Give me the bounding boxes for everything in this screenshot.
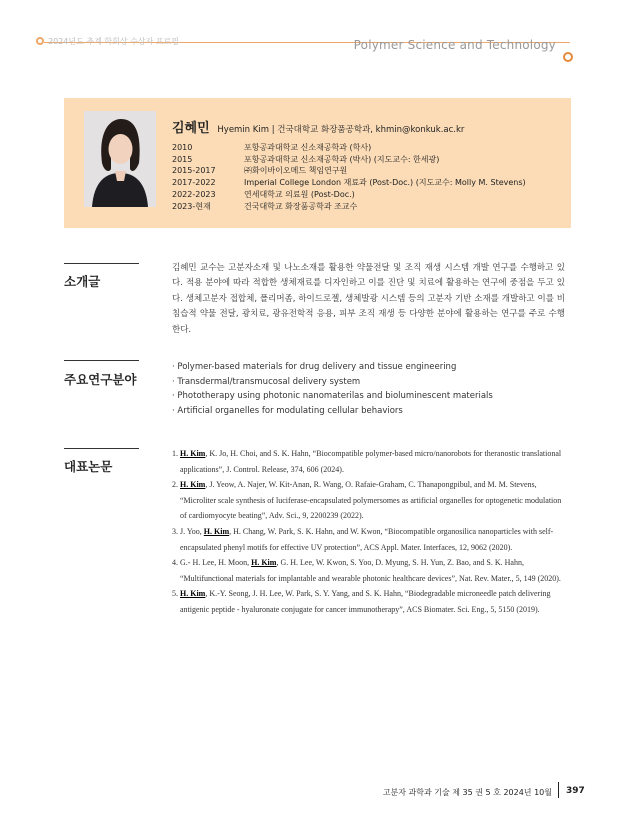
- profile-affiliation: Hyemin Kim | 건국대학교 화장품공학과, khmin@konkuk.ac.kr: [217, 125, 465, 135]
- paper-citation-rest: , K. Jo, H. Choi, and S. K. Hahn, “Biocompatible polymer-based micro/nanorobots for theranostic translational applications”, J. Control. Release, 374, 606 (2024).: [180, 449, 562, 474]
- profile-photo: [84, 111, 156, 207]
- interest-item: · Transdermal/transmucosal delivery system: [172, 376, 361, 387]
- paper-citation-rest: , K.-Y. Seong, J. H. Lee, W. Park, S. Y. Yang, and S. K. Hahn, “Biodegradable microneedle patch delivering antigenic peptide - hyaluronate conjugate for cancer immunotherapy”, ACS Biomater. Sci. Eng., 5, 5150 (2019).: [180, 589, 551, 614]
- journal-title: Polymer Science and Technology: [353, 38, 556, 52]
- career-text: 포항공과대학교 신소재공학과 (박사) (지도교수: 한세광): [244, 154, 440, 164]
- section-title-papers: 대표논문: [64, 459, 113, 474]
- paper-citation-rest: , G. H. Lee, W. Kwon, S. Yoo, D. Myung, S. H. Yun, Z. Bao, and S. K. Hahn, “Multifunctional materials for implantable and wearable photonic healthcare devices”, Nat. Rev. Mater., 5, 149 (2020).: [180, 558, 561, 583]
- career-row: [172, 154, 526, 166]
- section-rule-papers: [64, 448, 139, 449]
- paper-item: [172, 446, 565, 477]
- header-dot-right: [563, 52, 573, 62]
- paper-citation-rest: , H. Chang, W. Park, S. K. Hahn, and W. Kwon, “Biocompatible organosilica nanoparticles with self-encapsulated phenyl motifs for effective UV protection”, ACS Appl. Mater. Interfaces, 12, 9062 (2020).: [180, 526, 554, 552]
- papers-list: [172, 446, 565, 618]
- paper-coauthors-before: J. Yoo,: [180, 526, 204, 536]
- career-year: 2015: [172, 154, 193, 164]
- career-text: ㈜화이바이오메드 책임연구원: [244, 166, 348, 176]
- career-row: [172, 177, 526, 189]
- paper-number: 1.: [172, 449, 178, 458]
- paper-number: 2.: [172, 480, 178, 490]
- career-text: 연세대학교 의료원 (Post-Doc.): [244, 189, 355, 199]
- section-rule-interests: [64, 360, 139, 361]
- section-title-interests: 주요연구분야: [64, 372, 137, 387]
- paper-item: [172, 586, 565, 617]
- footer-divider: [558, 782, 559, 798]
- section-title-intro: 소개글: [64, 274, 101, 289]
- career-text: 건국대학교 화장품공학과 조교수: [244, 201, 358, 211]
- career-row: [172, 201, 526, 213]
- intro-paragraph: 김혜민 교수는 고분자소재 및 나노소재를 활용한 약물전달 및 조직 재생 시스템 개발 연구를 수행하고 있다. 적용 분야에 따라 적합한 생체재료를 디자인하고 이를 진단 및 치료에 활용하는 연구에 중점을 두고 있다. 생체고분자 접합체, 폴리머좀, 하이드로젤, 생체발광 시스템 등의 고분자 기반 소재를 개발하고 이를 비침습적 약물 전달, 광치료, 광유전학적 응용, 피부 조직 재생 등 다양한 분야에 활용하는 연구를 주로 수행한다.: [172, 263, 565, 335]
- paper-citation-rest: , J. Yeow, A. Najer, W. Kit-Anan, R. Wang, O. Rafaie-Graham, C. Thanapongpibul, and M. M. Stevens, “Microliter scale synthesis of luciferase-encapsulated polymersomes as artificial organelles for optogenetic modulation of cardiomyocyte beating”, Adv. Sci., 9, 2200239 (2022).: [180, 480, 562, 521]
- profile-name-line: [172, 117, 464, 136]
- interest-item: · Artificial organelles for modulating cellular behaviors: [172, 406, 403, 417]
- career-year: 2017-2022: [172, 178, 216, 188]
- paper-number: 4.: [172, 558, 178, 568]
- paper-citation: [180, 555, 565, 586]
- paper-coauthors-before: G.- H. Lee, H. Moon,: [180, 558, 252, 568]
- career-row: [172, 165, 526, 177]
- paper-citation: [180, 524, 565, 555]
- career-year: 2015-2017: [172, 166, 216, 176]
- interest-item: · Polymer-based materials for drug delivery and tissue engineering: [172, 362, 457, 372]
- profile-name: 김혜민: [172, 121, 210, 136]
- paper-item: [172, 477, 565, 524]
- interest-item: · Phototherapy using photonic nanomaterilas and bioluminescent materials: [172, 391, 493, 402]
- paper-item: [172, 524, 565, 555]
- paper-highlight-author: H. Kim: [180, 589, 206, 599]
- footer-journal: 고분자 과학과 기술 제 35 권 5 호 2024년 10월: [382, 788, 552, 797]
- paper-highlight-author: H. Kim: [251, 558, 277, 568]
- career-text: 포항공과대학교 신소재공학과 (학사): [244, 143, 372, 152]
- paper-highlight-author: H. Kim: [180, 480, 206, 490]
- paper-citation: [180, 446, 565, 477]
- interests-list: [172, 360, 493, 419]
- career-year: 2023-현재: [172, 201, 211, 211]
- header-dot-left: [36, 37, 44, 45]
- career-row: [172, 189, 526, 201]
- career-year: 2022-2023: [172, 189, 216, 199]
- paper-highlight-author: H. Kim: [180, 449, 206, 458]
- series-label: 2024년도 추계 학회상 수상자 프로필: [48, 37, 179, 46]
- paper-number: 5.: [172, 589, 178, 599]
- section-rule-intro: [64, 263, 139, 264]
- paper-citation: [180, 477, 565, 524]
- career-text: Imperial College London 재료과 (Post-Doc.) (지도교수: Molly M. Stevens): [244, 178, 526, 188]
- career-list: [172, 142, 526, 212]
- career-year: 2010: [172, 143, 193, 152]
- paper-item: [172, 555, 565, 586]
- paper-number: 3.: [172, 526, 178, 536]
- paper-citation: [180, 586, 565, 617]
- page-number: 397: [566, 786, 585, 796]
- paper-highlight-author: H. Kim: [203, 526, 230, 536]
- career-row: [172, 142, 526, 154]
